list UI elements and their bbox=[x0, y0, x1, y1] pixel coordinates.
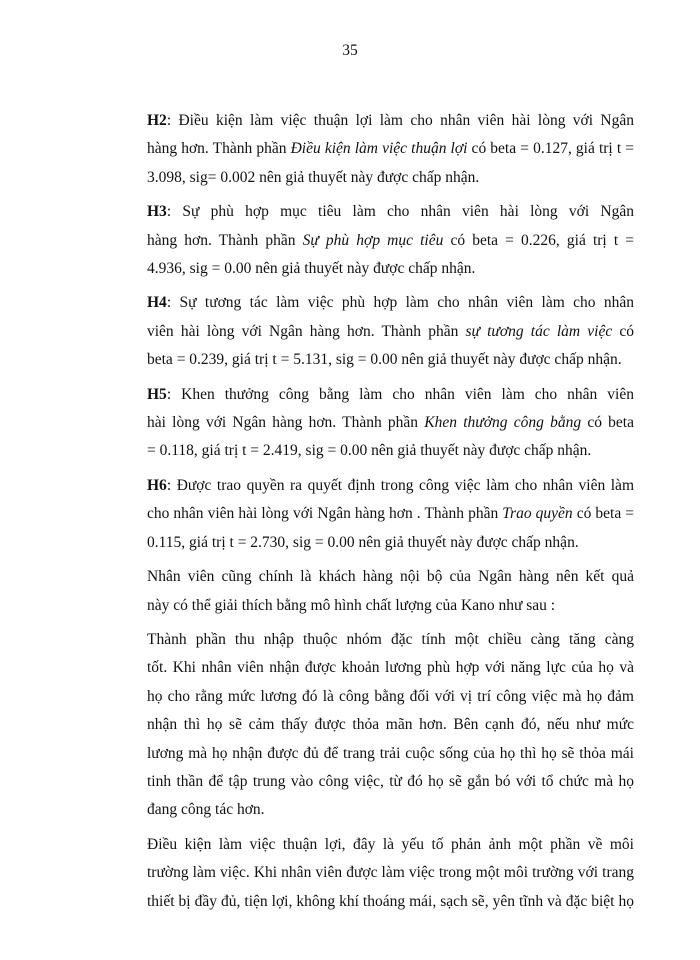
text-line bbox=[147, 164, 634, 192]
text-line: lương mà họ nhận được đủ để trang trải cuộc sống của họ thì họ sẽ thỏa mái bbox=[147, 744, 634, 762]
hypothesis-paragraph-h3 bbox=[147, 198, 634, 283]
text-line: H4: Sự tương tác làm việc phù hợp làm cho nhân viên làm cho nhân bbox=[147, 294, 635, 312]
text-line bbox=[147, 500, 634, 528]
italic-text: Khen thưởng công bằng bbox=[424, 414, 582, 432]
text-line: thiết bị đầy đủ, tiện lợi, không khí thoáng mái, sạch sẽ, yên tĩnh và đặc biệt họ bbox=[147, 892, 634, 910]
body-paragraph bbox=[147, 563, 634, 620]
text-line: này có thể giải thích bằng mô hình chất lượng của Kano như sau : bbox=[147, 596, 556, 614]
text: có bbox=[612, 322, 635, 340]
text: 4.936, sig = 0.00 nên giả thuyết này được chấp nhận. bbox=[147, 260, 476, 278]
text-line: trường làm việc. Khi nhân viên được làm việc trong một môi trường với trang bbox=[147, 864, 634, 882]
document-body bbox=[147, 107, 634, 922]
text: Điều kiện làm việc thuận lợi làm cho nhân viên hài lòng với Ngân bbox=[178, 112, 634, 129]
text: = 0.118, giá trị t = 2.419, sig = 0.00 nên giả thuyết này được chấp nhận. bbox=[147, 442, 592, 460]
italic-text: sự tương tác làm việc bbox=[465, 322, 613, 340]
hypothesis-label: H4 bbox=[147, 294, 167, 312]
text-line: họ cho rằng mức lương đó là công bằng đối với vị trí công việc mà họ đảm bbox=[147, 687, 634, 705]
text-line: tinh thần để tập trung vào công việc, từ đó họ sẽ gắn bó với tổ chức mà họ bbox=[147, 772, 634, 790]
hypothesis-paragraph-h2 bbox=[147, 107, 634, 192]
text: viên hài lòng với Ngân hàng hơn. Thành phần bbox=[147, 322, 466, 340]
text-line bbox=[147, 318, 634, 346]
text-line: H3: Sự phù hợp mục tiêu làm cho nhân viên hài lòng với Ngân bbox=[147, 203, 634, 221]
hypothesis-paragraph-h5 bbox=[147, 381, 634, 466]
text: Khen thưởng công bằng làm cho nhân viên làm cho nhân viên bbox=[181, 385, 634, 403]
text: hàng hơn. Thành phần bbox=[147, 231, 303, 249]
text-line: H6: Được trao quyền ra quyết định trong công việc làm cho nhân viên làm bbox=[147, 476, 634, 494]
text-line bbox=[147, 409, 634, 437]
hypothesis-label: H3 bbox=[147, 203, 167, 221]
text: Sự tương tác làm việc phù hợp làm cho nhân viên làm cho nhân bbox=[179, 294, 635, 312]
text-line: nhận thì họ sẽ cảm thấy được thỏa mãn hơn. Bên cạnh đó, nếu như mức bbox=[147, 716, 634, 734]
text-line: Điều kiện làm việc thuận lợi, đây là yếu tố phản ảnh một phần về môi bbox=[147, 835, 634, 853]
text-line: Nhân viên cũng chính là khách hàng nội bộ của Ngân hàng nên kết quả bbox=[147, 568, 634, 586]
text-line bbox=[147, 437, 634, 465]
italic-text: Sự phù hợp mục tiêu bbox=[302, 231, 444, 249]
text: có beta bbox=[581, 414, 634, 432]
hypothesis-label: H2 bbox=[147, 112, 167, 129]
text-line bbox=[147, 346, 634, 374]
text: Được trao quyền ra quyết định trong công việc làm cho nhân viên làm bbox=[176, 476, 634, 494]
body-paragraph bbox=[147, 626, 634, 825]
text-line bbox=[147, 255, 634, 283]
text-line: tốt. Khi nhân viên nhận được khoản lương phù hợp với năng lực của họ và bbox=[147, 659, 634, 677]
hypothesis-paragraph-h6 bbox=[147, 472, 634, 557]
hypothesis-label: H5 bbox=[147, 385, 167, 403]
text-line: Thành phần thu nhập thuộc nhóm đặc tính một chiều càng tăng càng bbox=[147, 630, 634, 648]
text-line bbox=[147, 135, 634, 163]
hypothesis-paragraph-h4 bbox=[147, 289, 634, 374]
hypothesis-label: H6 bbox=[147, 476, 167, 494]
text-line: H2: Điều kiện làm việc thuận lợi làm cho nhân viên hài lòng với Ngân bbox=[147, 112, 634, 129]
text: có beta = 0.127, giá trị t = bbox=[467, 140, 634, 158]
text: 3.098, sig= 0.002 nên giả thuyết này được chấp nhận. bbox=[147, 168, 480, 186]
text: hàng hơn. Thành phần bbox=[147, 140, 291, 158]
text: 0.115, giá trị t = 2.730, sig = 0.00 nên giả thuyết này được chấp nhận. bbox=[147, 533, 579, 551]
text-line: đang công tác hơn. bbox=[147, 801, 265, 819]
italic-text: Trao quyền bbox=[502, 505, 573, 523]
text: hài lòng với Ngân hàng hơn. Thành phần bbox=[147, 414, 425, 432]
text: có beta = bbox=[572, 505, 634, 523]
text-line: H5: Khen thưởng công bằng làm cho nhân viên làm cho nhân viên bbox=[147, 385, 634, 403]
text: beta = 0.239, giá trị t = 5.131, sig = 0.00 nên giả thuyết này được chấp nhận. bbox=[147, 351, 622, 369]
text-line bbox=[147, 227, 634, 255]
text: có beta = 0.226, giá trị t = bbox=[443, 231, 634, 249]
italic-text: Điều kiện làm việc thuận lợi bbox=[290, 140, 468, 158]
body-paragraph bbox=[147, 831, 634, 916]
text-line bbox=[147, 529, 634, 557]
page-number: 35 bbox=[342, 42, 358, 59]
text: cho nhân viên hài lòng với Ngân hàng hơn . Thành phần bbox=[147, 505, 503, 523]
text: Sự phù hợp mục tiêu làm cho nhân viên hài lòng với Ngân bbox=[182, 203, 634, 221]
